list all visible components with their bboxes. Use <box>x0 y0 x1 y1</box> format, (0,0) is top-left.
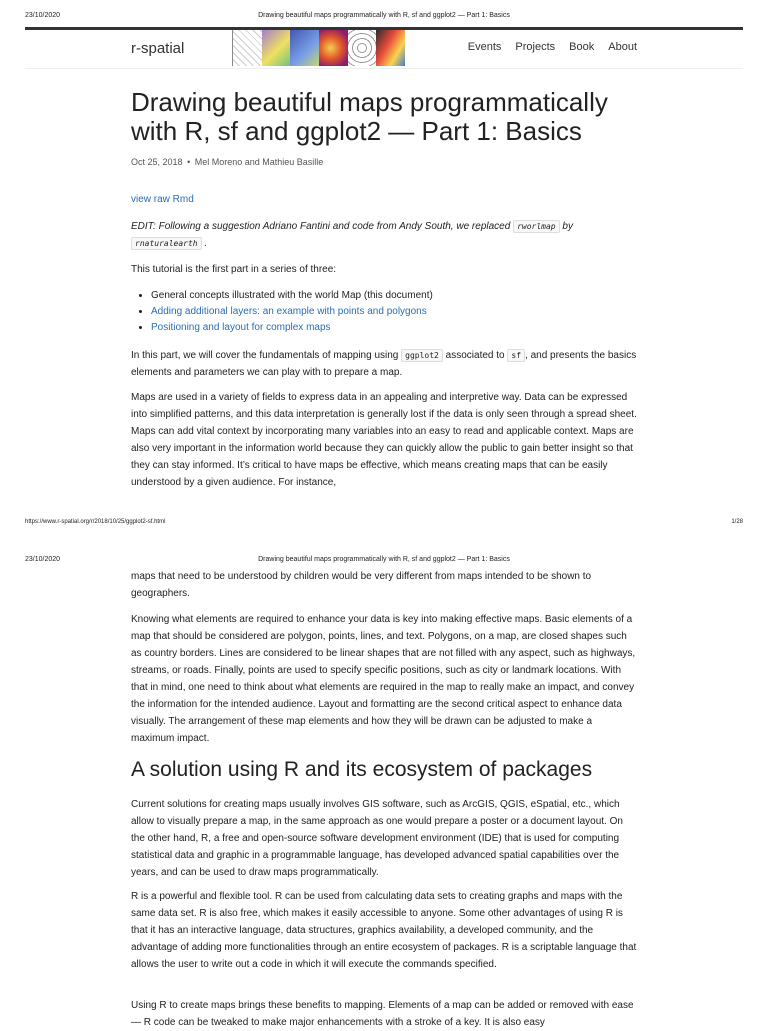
part-text-a: In this part, we will cover the fundamentals of mapping using <box>131 350 399 361</box>
elements-paragraph: Knowing what elements are required to enhance your data is key into making effective maps. Basic elements of a map that should be considered are polygon, points, lines, and text. Polygons, on a map, are closed shapes such as country borders. Lines are considered to be linear shapes that are not filled with any aspect, such as highways, streams, or roads. Finally, points are used to specify specific positions, such as city or landmark locations. With that in mind, one need to think about what elements are required in the map to really make an impact, and convey the information for the intended audience. Layout and formatting are the second critical aspect to enhance data visually. The arrangement of these map elements and how they will be drawn can be adjusted to make a maximum impact. <box>131 614 636 744</box>
series-item-2 <box>151 304 658 320</box>
intro-paragraph: This tutorial is the first part in a series of three: <box>131 264 337 275</box>
print-doc-title: Drawing beautiful maps programmatically with R, sf and ggplot2 — Part 1: Basics <box>258 12 510 19</box>
map-banner-image <box>232 30 405 66</box>
edit-note-text: EDIT: Following a suggestion Adriano Fantini and code from Andy South, we replaced <box>131 221 511 232</box>
series-link-layout[interactable]: Positioning and layout for complex maps <box>151 322 331 333</box>
series-link-layers[interactable]: Adding additional layers: an example with points and polygons <box>151 306 427 317</box>
code-ggplot2: ggplot2 <box>401 349 443 362</box>
print-date: 23/10/2020 <box>25 12 61 19</box>
edit-note-end: . <box>204 238 208 249</box>
header-divider <box>25 68 743 69</box>
nav-book[interactable]: Book <box>569 41 595 53</box>
post-title: Drawing beautiful maps programmatically with R, sf and ggplot2 — Part 1: Basics <box>131 87 608 146</box>
site-header <box>0 30 768 68</box>
post-authors: Mel Moreno and Mathieu Basille <box>194 157 324 167</box>
view-raw-paragraph <box>131 191 638 208</box>
site-title-link[interactable]: r-spatial <box>131 40 185 57</box>
post-date: Oct 25, 2018 <box>131 157 183 167</box>
nav-about[interactable]: About <box>608 41 637 53</box>
code-rnaturalearth: rnaturalearth <box>131 237 202 250</box>
nav-events[interactable]: Events <box>467 41 502 53</box>
maps-paragraph-1: Maps are used in a variety of fields to express data in an appealing and interpretive way. Data can be expressed into simplified patterns, and this data interpretation is generally lost if the data is only seen through a spread sheet. Maps can add vital context by incorporating many variables into an easy to read and applicable context. Maps are also very important in the information world because they can quickly allow the public to gain better insight so that they can stay informed. It’s critical to have maps be effective, which means creating maps that can be easily understood by a given audience. For instance, <box>131 392 637 488</box>
part-text-c: , and presents the basics elements and parameters we can play with to prepare a map. <box>131 350 637 378</box>
section-heading-solution: A solution using R and its ecosystem of packages <box>131 758 593 781</box>
edit-note <box>131 218 638 252</box>
series-item-3 <box>151 320 658 336</box>
using-r-paragraph: Using R to create maps brings these benefits to mapping. Elements of a map can be added or removed with ease — R code can be tweaked to make major enhancements with a stroke of a key. It is also easy <box>131 1000 634 1028</box>
code-sf: sf <box>507 349 525 362</box>
print-header <box>0 12 768 26</box>
series-list <box>131 288 658 336</box>
current-solutions-paragraph: Current solutions for creating maps usually involves GIS software, such as ArcGIS, QGIS, eSpatial, etc., which allow to visually prepare a map, in the same approach as one would prepare a poster or a document layout. On the other hand, R, a free and open-source software development environment (IDE) that is used for computing statistical data and graphic in a programmable language, has developed advanced spatial capabilities over the years, and can be used to draw maps programmatically. <box>131 799 623 878</box>
print-doc-title-2: Drawing beautiful maps programmatically with R, sf and ggplot2 — Part 1: Basics <box>258 556 510 563</box>
edit-note-by: by <box>562 221 573 232</box>
r-powerful-paragraph: R is a powerful and flexible tool. R can be used from calculating data sets to creating graphs and maps with the same data set. R is also free, which makes it easily accessible to anyone. Some other advantages of using R is that it has an interactive language, data structures, graphics availability, a developed community, and the advantage of adding more functionalities through an entire ecosystem of packages. R is a scriptable language that allows the user to write out a code in which it will execute the commands specified. <box>131 891 637 970</box>
print-url: https://www.r-spatial.org/r/2018/10/25/ggplot2-sf.html <box>25 519 166 525</box>
nav-projects[interactable]: Projects <box>515 41 556 53</box>
print-footer <box>0 519 768 533</box>
code-rworlmap: rworlmap <box>513 220 560 233</box>
site-nav <box>468 41 637 53</box>
print-date-2: 23/10/2020 <box>25 556 61 563</box>
part-paragraph <box>131 347 638 381</box>
part-text-b: associated to <box>445 350 505 361</box>
post-meta <box>131 157 638 167</box>
print-page-number: 1/28 <box>731 519 743 525</box>
series-item-1: • General concepts illustrated with the world Map (this document) <box>151 288 658 304</box>
maps-paragraph-2: maps that need to be understood by children would be very different from maps intended to be shown to geographers. <box>131 571 592 599</box>
view-raw-rmd-link[interactable]: view raw Rmd <box>131 194 194 205</box>
meta-separator: • <box>187 157 191 167</box>
